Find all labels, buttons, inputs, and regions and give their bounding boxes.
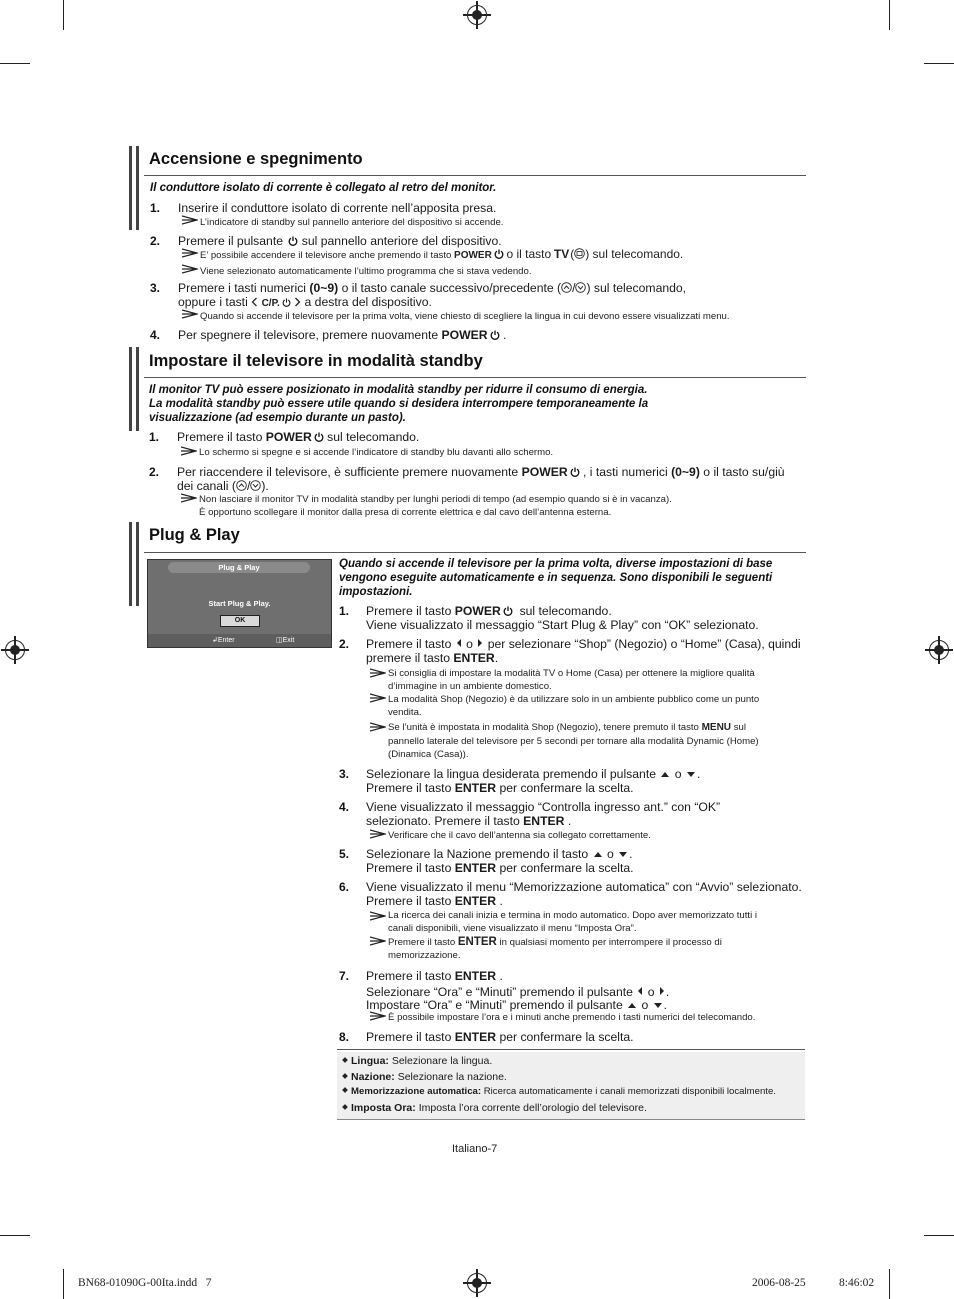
channel-down-icon <box>575 282 586 293</box>
step-text-part: . <box>502 328 507 342</box>
step-note-line: È opportuno scollegare il monitor dalla presa di corrente elettrica e dal cavo dell’antenna esterna. <box>199 507 612 518</box>
crop-mark <box>924 63 954 64</box>
step-text-part: o <box>466 637 473 651</box>
step-text-part: o il tasto su/giù <box>703 465 785 479</box>
step-text <box>366 781 634 795</box>
section-bar <box>129 146 132 230</box>
right-arrow-icon <box>478 639 482 647</box>
step-text-part: Premere il tasto <box>366 1030 452 1044</box>
step-note-line: (Dinamica (Casa)). <box>388 749 469 760</box>
step-text <box>178 328 506 342</box>
step-text-part: Impostare “Ora” e “Minuti” premendo il pulsante <box>366 998 623 1012</box>
enter-key: ENTER <box>454 969 497 983</box>
bullet-icon <box>342 1057 348 1063</box>
step-text-part: per selezionare “Shop” (Negozio) o “Home” (Casa), quindi <box>487 637 801 651</box>
cp-key: C/P. <box>261 298 280 309</box>
step-text <box>366 1030 634 1044</box>
step-text <box>178 234 502 248</box>
note-arrow-icon <box>370 829 386 839</box>
step-text-part: o <box>607 847 614 861</box>
note-arrow-icon <box>370 722 386 732</box>
section-bar <box>136 146 139 230</box>
step-text-part: Selezionare la lingua desiderata premendo il pulsante <box>366 767 656 781</box>
step-text: Selezionare “Ora” e “Minuti” premendo il pulsante o . <box>366 985 670 999</box>
enter-key: ENTER <box>454 861 497 875</box>
menu-key: MENU <box>701 722 732 733</box>
enter-icon: ↲ <box>212 637 218 644</box>
tv-key: TV <box>553 247 570 261</box>
step-text: Viene visualizzato il menu “Memorizzazione automatica” con “Avvio” selezionato. <box>366 880 802 894</box>
note-part: in qualsiasi momento per interrompere il processo di <box>499 937 722 948</box>
step-text-part: Premere il tasto <box>366 781 452 795</box>
step-note-line: pannello laterale del televisore per 5 secondi per tornare alla modalità Dynamic (Home) <box>388 736 759 747</box>
step-text-part: Premere il tasto <box>366 861 452 875</box>
enter-key: ENTER <box>523 814 565 828</box>
step-text: Inserire il conduttore isolato di corrente nell’apposita presa. <box>178 201 497 215</box>
note-arrow-icon <box>181 446 197 456</box>
section-bar <box>136 522 139 606</box>
note-part: Premere il tasto <box>388 937 456 948</box>
section-intro-line: visualizzazione (ad esempio durante un pasto). <box>149 412 406 424</box>
step-note-line: d’immagine in un ambiente domestico. <box>388 681 552 692</box>
summary-item <box>343 1102 647 1114</box>
step-text: Viene visualizzato il messaggio “Controlla ingresso ant.” con “OK” <box>366 800 721 814</box>
crop-mark <box>63 1269 64 1299</box>
step-text: Viene visualizzato il messaggio “Start Plug & Play” con “OK” selezionato. <box>366 618 759 632</box>
footer-time: 8:46:02 <box>839 1277 875 1289</box>
step-text <box>366 894 503 908</box>
step-text-part: Premere il tasto <box>366 637 452 651</box>
right-arrow-icon <box>660 987 664 995</box>
step-text-part: . <box>567 814 572 828</box>
power-key: POWER <box>454 604 501 618</box>
note-part: La ricerca dei canali inizia e termina in modo automatico. <box>388 910 630 921</box>
step-text: Impostare “Ora” e “Minuti” premendo il pulsante o . <box>366 998 668 1012</box>
note-arrow-icon <box>370 936 386 946</box>
step-text <box>366 861 634 875</box>
section-rule <box>144 377 806 378</box>
step-text-part: dei canali ( <box>177 479 236 493</box>
step-text-part: Premere il tasto <box>366 969 452 983</box>
note-arrow-icon <box>182 309 198 319</box>
step-number: 6. <box>339 880 350 894</box>
numeric-key: (0~9) <box>671 465 700 479</box>
note-part: ) sul telecomando. <box>585 247 684 261</box>
step-text-part: per confermare la scelta. <box>499 781 634 795</box>
summary-text: Ricerca automaticamente i canali memorizzati disponibili localmente. <box>483 1086 776 1097</box>
step-note-line: Si consiglia di impostare la modalità TV o Home (Casa) per ottenere la migliore qualità <box>388 668 755 679</box>
footer-date: 2006-08-25 <box>752 1277 806 1289</box>
registration-mark-icon <box>467 1273 487 1293</box>
section-intro-line: Il monitor TV può essere posizionato in modalità standby per ridurre il consumo di energia. <box>149 384 648 396</box>
step-text <box>366 847 633 861</box>
registration-mark-icon <box>929 640 949 660</box>
step-text-part: . <box>499 894 503 908</box>
step-text-part: sul telecomando. <box>327 430 420 444</box>
step-text-part: ). <box>261 479 269 493</box>
up-arrow-icon <box>661 772 669 777</box>
step-note: Viene selezionato automaticamente l’ultimo programma che si stava vedendo. <box>200 266 532 277</box>
step-text <box>366 969 503 983</box>
step-number: 3. <box>339 767 350 781</box>
step-note: Verificare che il cavo dell’antenna sia collegato correttamente. <box>388 830 651 841</box>
section-intro-line: vengono eseguite automaticamente e in sequenza. Sono disponibili le seguenti <box>339 572 773 584</box>
bullet-icon <box>342 1087 348 1093</box>
step-text: dei canali ( / ). <box>177 479 269 493</box>
section-bar <box>136 347 139 431</box>
step-note-line: memorizzazione. <box>388 950 461 961</box>
step-text-part: o il tasto canale successivo/precedente ( <box>341 281 562 295</box>
summary-text: Selezionare la lingua. <box>391 1055 493 1067</box>
step-note: Lo schermo si spegne e si accende l’indicatore di standby blu davanti allo schermo. <box>199 447 554 458</box>
step-number: 2. <box>150 234 161 248</box>
note-arrow-icon <box>182 264 198 274</box>
chevron-left-icon <box>251 297 258 307</box>
step-note: Quando si accende il televisore per la prima volta, viene chiesto di scegliere la lingua in cui devono essere visualizzati menu. <box>200 311 730 322</box>
step-text <box>366 651 498 665</box>
osd-message: Start Plug & Play. <box>208 599 271 608</box>
crop-mark <box>0 1235 30 1236</box>
note-part: o il tasto <box>506 247 552 261</box>
section-bar <box>129 347 132 431</box>
left-arrow-icon <box>638 987 642 995</box>
step-number: 3. <box>150 281 161 295</box>
step-text-part: per confermare la scelta. <box>499 1030 634 1044</box>
step-note-line <box>388 909 757 922</box>
step-text-part: a destra del dispositivo. <box>304 295 432 309</box>
power-key: POWER <box>454 250 492 261</box>
bullet-icon <box>342 1073 348 1079</box>
section-title-standby: Impostare il televisore in modalità standby <box>149 352 483 370</box>
step-note-line: canali disponibili, viene visualizzato il menu “Imposta Ora”. <box>388 923 637 934</box>
power-key: POWER <box>521 465 568 479</box>
step-text-part: Premere il tasto <box>366 894 452 908</box>
exit-icon: ◫ <box>276 637 283 644</box>
step-text-part: , i tasti numerici <box>583 465 668 479</box>
step-text-part: sul pannello anteriore del dispositivo. <box>301 234 502 248</box>
crop-mark <box>889 1269 890 1299</box>
step-number: 8. <box>339 1030 350 1044</box>
step-text-part: Premere i tasti numerici <box>178 281 307 295</box>
step-number: 1. <box>149 430 160 444</box>
step-text-part: Selezionare la Nazione premendo il tasto <box>366 847 589 861</box>
page-label: Italiano-7 <box>452 1143 498 1155</box>
step-text-part: . <box>696 767 701 781</box>
osd-ok-button: OK <box>220 615 260 627</box>
up-arrow-icon <box>594 852 602 857</box>
section-bar <box>129 522 132 606</box>
note-arrow-icon <box>370 1011 386 1021</box>
step-text <box>366 814 571 828</box>
step-text-part: Selezionare “Ora” e “Minuti” premendo il pulsante <box>366 985 633 999</box>
registration-mark-icon <box>5 640 25 660</box>
step-number: 5. <box>339 847 350 861</box>
step-text-part: o <box>641 998 649 1012</box>
power-icon <box>503 606 513 616</box>
step-text <box>366 604 612 618</box>
step-number: 1. <box>339 604 350 618</box>
step-text <box>177 430 419 444</box>
step-note-line: La modalità Shop (Negozio) è da utilizzare solo in un ambiente pubblico come un punto <box>388 694 760 705</box>
step-text-part: . <box>499 969 503 983</box>
summary-key: Nazione: <box>351 1071 395 1083</box>
note-arrow-icon <box>370 668 386 678</box>
summary-key: Lingua: <box>351 1055 389 1067</box>
power-key: POWER <box>265 430 312 444</box>
up-arrow-icon <box>628 1003 636 1008</box>
step-text-part: per confermare la scelta. <box>499 861 634 875</box>
down-arrow-icon <box>654 1003 662 1008</box>
osd-title: Plug & Play <box>168 562 310 573</box>
footer-file: BN68-01090G-00Ita.indd 7 <box>78 1277 212 1289</box>
step-text-part: o <box>674 767 682 781</box>
step-number: 4. <box>150 328 161 342</box>
channel-up-icon <box>236 480 247 491</box>
enter-key: ENTER <box>453 651 495 665</box>
summary-item <box>343 1055 492 1067</box>
section-intro-line: Quando si accende il televisore per la prima volta, diverse impostazioni di base <box>339 558 773 570</box>
enter-key: ENTER <box>457 936 497 948</box>
section-title-power: Accensione e spegnimento <box>149 150 363 168</box>
step-number: 1. <box>150 201 161 215</box>
numeric-key: (0~9) <box>309 281 339 295</box>
crop-mark <box>889 0 890 30</box>
left-arrow-icon <box>457 639 461 647</box>
note-part: Dopo aver memorizzato tutti i <box>632 910 758 921</box>
summary-text: Selezionare la nazione. <box>397 1071 507 1083</box>
step-text-part: oppure i tasti <box>178 295 248 309</box>
step-text-part: Per spegnere il televisore, premere nuovamente <box>178 328 439 342</box>
step-text: Premere i tasti numerici (0~9) o il tasto canale successivo/precedente ( / ) sul telecomando, <box>178 281 687 295</box>
step-text-part: Premere il tasto <box>366 604 452 618</box>
enter-key: ENTER <box>454 1030 497 1044</box>
section-intro-line: La modalità standby può essere utile quando si desidera interrompere temporaneamente la <box>149 398 649 410</box>
step-text-part: Per riaccendere il televisore, è sufficiente premere nuovamente <box>177 465 519 479</box>
summary-key: Imposta Ora: <box>351 1102 416 1114</box>
channel-up-icon <box>561 282 572 293</box>
down-arrow-icon <box>687 772 695 777</box>
step-note-line <box>388 936 722 949</box>
osd-enter-hint <box>212 636 235 644</box>
step-text-part: Premere il tasto <box>177 430 263 444</box>
channel-down-icon <box>250 480 261 491</box>
plug-and-play-osd <box>147 559 332 648</box>
osd-footer <box>148 634 331 647</box>
chevron-right-icon <box>294 297 301 307</box>
summary-box <box>337 1052 805 1120</box>
power-icon <box>314 432 324 442</box>
note-part: E’ possibile accendere il televisore anche premendo il tasto <box>200 250 452 261</box>
step-text-part: . <box>494 651 499 665</box>
summary-rule <box>337 1049 805 1050</box>
section-intro: Il conduttore isolato di corrente è collegato al retro del monitor. <box>150 182 497 194</box>
note-arrow-icon <box>182 248 198 258</box>
power-icon <box>494 249 504 259</box>
step-number: 7. <box>339 969 350 983</box>
step-text-part: sul telecomando. <box>519 604 612 618</box>
power-icon <box>288 236 298 246</box>
step-number: 2. <box>149 465 160 479</box>
step-text <box>366 637 801 651</box>
step-note: L’indicatore di standby sul pannello anteriore del dispositivo si accende. <box>200 217 504 228</box>
note-arrow-icon <box>370 911 386 921</box>
step-note: È possibile impostare l’ora e i minuti anche premendo i tasti numerici del telecomando. <box>388 1012 756 1023</box>
step-text-part: ) sul telecomando, <box>586 281 687 295</box>
down-arrow-icon <box>619 852 627 857</box>
crop-mark <box>63 0 64 30</box>
step-text-part: premere il tasto <box>366 651 450 665</box>
crop-mark <box>924 1235 954 1236</box>
step-text-part: Premere il pulsante <box>178 234 283 248</box>
section-rule <box>144 552 806 553</box>
crop-mark <box>0 63 30 64</box>
osd-exit-hint <box>276 636 294 644</box>
summary-key: Memorizzazione automatica: <box>351 1086 482 1097</box>
step-number: 4. <box>339 800 350 814</box>
summary-item <box>343 1071 507 1083</box>
enter-key: ENTER <box>454 781 497 795</box>
section-title-plug: Plug & Play <box>149 526 240 544</box>
step-text <box>366 767 700 781</box>
power-icon <box>490 330 500 340</box>
note-part: Se l’unità è impostata in modalità Shop (Negozio), tenere premuto il tasto <box>388 722 699 733</box>
enter-key: ENTER <box>454 894 497 908</box>
summary-text: Imposta l’ora corrente dell’orologio del televisore. <box>418 1102 647 1114</box>
step-note: E’ possibile accendere il televisore anche premendo il tasto POWER o il tasto TV ( ) sul telecomando. <box>200 247 684 261</box>
step-note-line: Non lasciare il monitor TV in modalità standby per lunghi periodi di tempo (ad esempio quando si è in vacanza). <box>199 494 672 505</box>
step-note-line: vendita. <box>388 707 422 718</box>
step-text-part: selezionato. Premere il tasto <box>366 814 520 828</box>
step-text <box>178 295 432 311</box>
step-text <box>177 465 785 479</box>
summary-item <box>343 1086 776 1097</box>
section-rule <box>144 175 806 176</box>
section-intro-line: impostazioni. <box>339 586 413 598</box>
power-key: POWER <box>441 328 488 342</box>
step-note-line <box>388 721 746 734</box>
note-arrow-icon <box>182 215 198 225</box>
bullet-icon <box>342 1104 348 1110</box>
power-icon <box>570 467 580 477</box>
registration-mark-icon <box>467 5 487 25</box>
osd-enter-label: Enter <box>217 637 235 644</box>
note-arrow-icon <box>370 693 386 703</box>
tv-button-icon <box>574 248 585 259</box>
step-text-part: o <box>647 985 655 999</box>
note-part: sul <box>733 722 746 733</box>
note-arrow-icon <box>181 493 197 503</box>
osd-exit-label: Exit <box>282 637 295 644</box>
step-number: 2. <box>339 637 350 651</box>
step-text-part: . <box>629 847 633 861</box>
power-icon <box>282 298 291 307</box>
